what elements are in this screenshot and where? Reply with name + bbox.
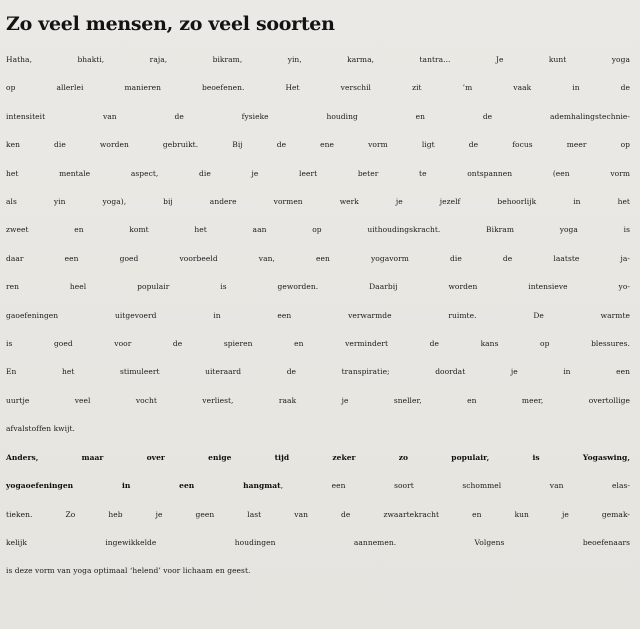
article-title: Zo veel mensen, zo veel soorten bbox=[6, 13, 335, 35]
text-line: kelijk ingewikkelde houdingen aannemen. Volgens beoefenaars bbox=[6, 537, 630, 547]
text-line: En het stimuleert uiteraard de transpiratie; doordat je in een bbox=[6, 367, 630, 377]
text-line: op allerlei manieren beoefenen. Het verschil zit ’m vaak in de bbox=[6, 83, 630, 93]
text-line: gaoefeningen uitgevoerd in een verwarmde ruimte. De warmte bbox=[6, 310, 630, 320]
text-line: intensiteit van de fysieke houding en de ademhalingstechnie- bbox=[6, 111, 630, 121]
text-line: het mentale aspect, die je leert beter te ontspannen (een vorm bbox=[6, 168, 630, 178]
text-line: Hatha, bhakti, raja, bikram, yin, karma, tantra... Je kunt yoga bbox=[6, 55, 630, 64]
text-line: daar een goed voorbeeld van, een yogavorm die de laatste ja- bbox=[6, 253, 630, 263]
text-line: tieken. Zo heb je geen last van de zwaartekracht en kun je gemak- bbox=[6, 509, 630, 519]
text-line: afvalstoffen kwijt. bbox=[6, 424, 75, 434]
paragraph-yogaswing bbox=[6, 444, 630, 586]
text-line-mixed bbox=[6, 472, 630, 500]
text-line: is goed voor de spieren en vermindert de kans op blessures. bbox=[6, 339, 630, 349]
text-line: uurtje veel vocht verliest, raak je sneller, en meer, overtollige bbox=[6, 395, 630, 405]
text-line: is deze vorm van yoga optimaal ‘helend’ voor lichaam en geest. bbox=[6, 566, 251, 576]
bold-lead-text: yogaoefeningen in een hangmat bbox=[6, 481, 281, 491]
text-line: ren heel populair is geworden. Daarbij worden intensieve yo- bbox=[6, 282, 630, 292]
paragraph-intro bbox=[6, 46, 630, 444]
text-line: als yin yoga), bij andere vormen werk je jezelf behoorlijk in het bbox=[6, 197, 630, 207]
text-line: ken die worden gebruikt. Bij de ene vorm ligt de focus meer op bbox=[6, 140, 630, 150]
bold-lead-text: Anders, maar over enige tijd zeker zo populair, is Yogaswing, bbox=[6, 452, 630, 462]
text-line-bold bbox=[6, 444, 630, 472]
text-line: zweet en komt het aan op uithoudingskracht. Bikram yoga is bbox=[6, 225, 630, 235]
text-run: , een soort schommel van elas- bbox=[280, 481, 630, 491]
